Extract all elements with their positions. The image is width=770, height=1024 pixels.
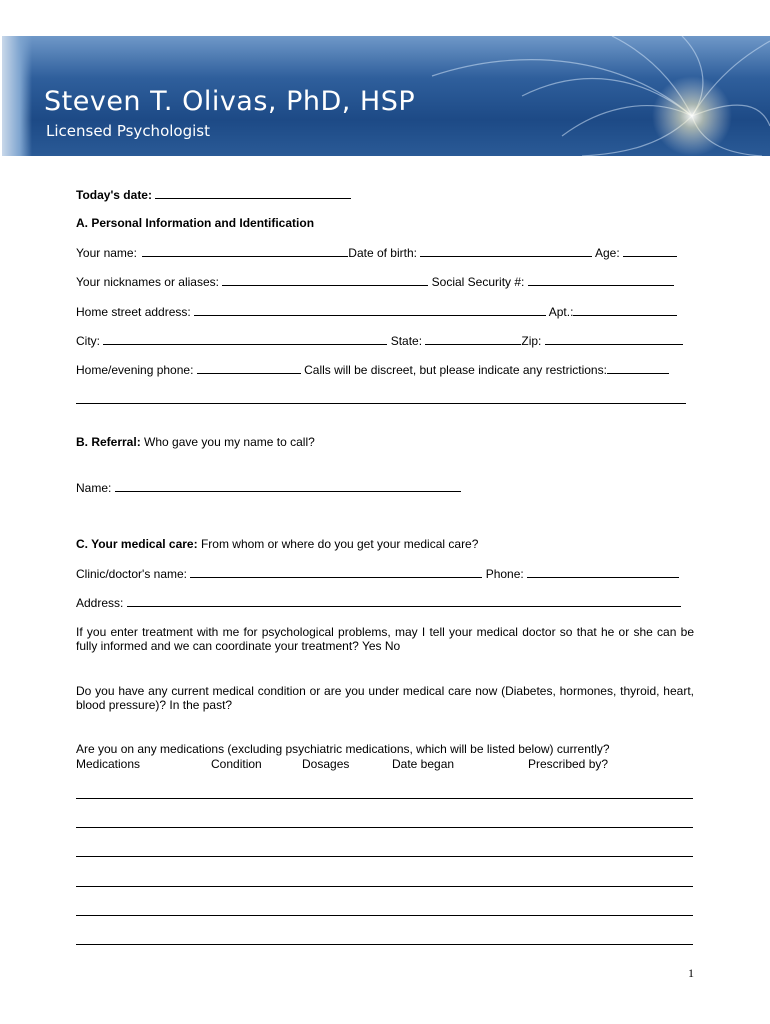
dob-field[interactable] xyxy=(420,245,592,257)
phone-row xyxy=(76,362,669,377)
age-label: Age: xyxy=(595,246,620,260)
address-field[interactable] xyxy=(194,304,546,316)
medication-line-5[interactable] xyxy=(76,915,693,916)
dob-label: Date of birth: xyxy=(348,246,417,260)
header-banner xyxy=(2,36,770,156)
referral-row xyxy=(76,480,461,495)
referral-name-field[interactable] xyxy=(115,480,461,492)
age-field[interactable] xyxy=(623,245,677,257)
nicknames-field[interactable] xyxy=(222,274,428,286)
apt-field[interactable] xyxy=(573,304,677,316)
referral-name-label: Name: xyxy=(76,481,112,495)
section-b-row xyxy=(76,435,315,449)
phone-note: Calls will be discreet, but please indicate any restrictions: xyxy=(304,363,607,377)
restrictions-field[interactable] xyxy=(607,362,669,374)
clinic-address-field[interactable] xyxy=(127,595,681,607)
question-condition: Do you have any current medical condition or are you under medical care now (Diabetes, hormones, thyroid, heart, blood pressure)? In the past? xyxy=(76,684,694,712)
address-row xyxy=(76,304,677,319)
section-b-question: Who gave you my name to call? xyxy=(144,435,315,449)
col-date-began: Date began xyxy=(392,757,455,771)
ssn-field[interactable] xyxy=(528,274,674,286)
zip-field[interactable] xyxy=(545,333,683,345)
phone-field[interactable] xyxy=(197,362,301,374)
city-field[interactable] xyxy=(103,333,387,345)
clinic-address-row xyxy=(76,595,681,610)
medication-line-3[interactable] xyxy=(76,856,693,857)
address-label: Home street address: xyxy=(76,305,191,319)
clinic-field[interactable] xyxy=(190,566,482,578)
city-label: City: xyxy=(76,334,100,348)
banner-edge xyxy=(2,36,32,156)
clinic-phone-field[interactable] xyxy=(527,566,679,578)
name-row xyxy=(76,245,677,260)
col-prescribed-by: Prescribed by? xyxy=(528,757,609,771)
clinic-label: Clinic/doctor's name: xyxy=(76,567,187,581)
section-a-title: A. Personal Information and Identification xyxy=(76,216,315,230)
question-treatment: If you enter treatment with me for psychological problems, may I tell your medical doctor so that he or she can be fully informed and we can coordinate your treatment? Yes No xyxy=(76,625,694,653)
restrictions-line[interactable] xyxy=(76,403,686,404)
section-c-title: C. Your medical care: xyxy=(76,537,198,551)
page-number: 1 xyxy=(688,966,694,980)
section-c-row xyxy=(76,537,478,551)
city-row xyxy=(76,333,683,348)
col-dosages: Dosages xyxy=(302,757,350,771)
clinic-phone-label: Phone: xyxy=(485,567,524,581)
medication-line-2[interactable] xyxy=(76,827,693,828)
medication-line-1[interactable] xyxy=(76,798,693,799)
apt-label: Apt.: xyxy=(548,305,574,319)
todays-date-row xyxy=(76,187,351,202)
zip-label: Zip: xyxy=(521,334,542,348)
state-field[interactable] xyxy=(425,333,521,345)
nickname-row xyxy=(76,274,674,289)
practitioner-name: Steven T. Olivas, PhD, HSP xyxy=(44,86,416,117)
question-medications: Are you on any medications (excluding psychiatric medications, which will be listed below) currently? xyxy=(76,742,610,756)
col-condition: Condition xyxy=(211,757,262,771)
section-c-question: From whom or where do you get your medical care? xyxy=(200,537,479,551)
phone-label: Home/evening phone: xyxy=(76,363,194,377)
clinic-row xyxy=(76,566,679,581)
practitioner-title: Licensed Psychologist xyxy=(46,122,210,140)
todays-date-field[interactable] xyxy=(155,187,351,199)
medication-line-6[interactable] xyxy=(76,944,693,945)
section-b-title: B. Referral: xyxy=(76,435,141,449)
todays-date-label: Today's date: xyxy=(76,188,152,202)
clinic-address-label: Address: xyxy=(76,596,124,610)
your-name-field[interactable] xyxy=(142,245,348,257)
nicknames-label: Your nicknames or aliases: xyxy=(76,275,219,289)
ssn-label: Social Security #: xyxy=(431,275,525,289)
medication-line-4[interactable] xyxy=(76,886,693,887)
state-label: State: xyxy=(390,334,423,348)
col-medications: Medications xyxy=(76,757,141,771)
your-name-label: Your name: xyxy=(76,246,137,260)
